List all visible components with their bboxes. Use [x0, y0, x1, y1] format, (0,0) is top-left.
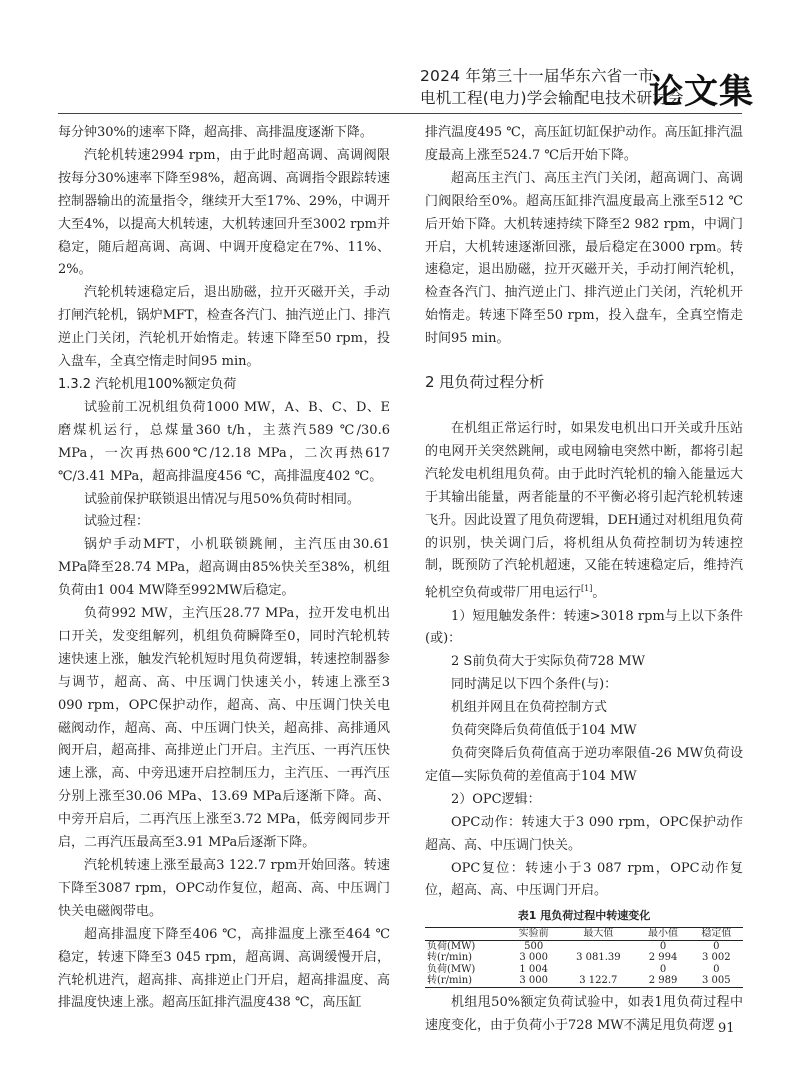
paragraph: 锅炉手动MFT，小机联锁跳闸，主汽压由30.61 MPa降至28.74 MPa，超高调由85%快关至38%，机组负荷由1 004 MW降至992MW后稳定。 — [58, 537, 390, 599]
table-cell: 3 000 — [519, 975, 548, 987]
table-cell: 3 005 — [702, 975, 731, 987]
table-cell — [560, 964, 636, 976]
table-header-cell: 最小值 — [648, 928, 679, 940]
paragraph: 汽轮机转速稳定后，退出励磁，拉开灭磁开关，手动打闸汽轮机，锅炉MFT，检查各汽门、抽汽逆止门、排汽逆止门关闭，汽轮机开始惰走。转速下降至50 rpm，投入盘车，全真空惰走时间95 min。 — [58, 285, 390, 370]
table-row — [425, 952, 743, 964]
paragraph: 每分钟30%的速率下降，超高排、高排温度逐渐下降。 — [58, 125, 373, 140]
table-cell: 转(r/min) — [427, 952, 473, 964]
table-cell: 0 — [713, 963, 720, 975]
paragraph: 试验前工况机组负荷1000 MW，A、B、C、D、E磨煤机运行，总煤量360 t/h，主蒸汽589 ℃/30.6 MPa，一次再热600℃/12.18 MPa，二次再热617 ℃/3.41 MPa，超高排温度456 ℃，高排温度402 ℃。 — [58, 399, 390, 484]
table-title: 表1 甩负荷过程中转速变化 — [517, 909, 651, 923]
table-header-row — [425, 928, 743, 941]
table-cell: 2 994 — [648, 952, 678, 964]
header-session-line: 电机工程(电力)学会输配电技术研讨会 — [420, 89, 684, 107]
table-row — [425, 940, 743, 952]
table-header-cell: 最大值 — [583, 928, 614, 940]
table-header-cell: 实验前 — [518, 928, 549, 940]
condition-item: 1）短甩触发条件：转速>3018 rpm与上以下条件(或)： — [425, 608, 743, 647]
paragraph: 汽轮机转速2994 rpm，由于此时超高调、高调阀限按每分30%速率下降至98%，超高调、高调指令跟踪转速控制器输出的流量指令，继续开大至17%、29%，中调开大至4%，以提高大机转速，大机转速回升至3002 rpm并稳定，随后超高调、高调、中调开度稳定在7%、11%、2%。 — [58, 147, 390, 278]
condition-item: OPC动作：转速大于3 090 rpm，OPC保护动作超高、高、中压调门快关。 — [425, 814, 743, 853]
condition-item: OPC复位：转速小于3 087 rpm，OPC动作复位，超高、高、中压调门开启。 — [425, 860, 743, 899]
table-row — [425, 964, 743, 976]
paragraph: 超高排温度下降至406 ℃，高排温度上涨至464 ℃稳定，转速下降至3 045 rpm，超高调、高调缓慢开启，汽轮机进汽，超高排、高排逆止门开启，超高排温度、高排温度快速上涨。超高压缸排汽温度438 ℃，高压缸 — [58, 926, 390, 1011]
condition-item: 负荷突降后负荷值高于逆功率限值-26 MW负荷设定值—实际负荷的差值高于104 MW — [425, 745, 743, 784]
paragraph: 试验前保护联锁退出情况与甩50%负荷时相同。 — [84, 491, 360, 507]
table-cell: 转(r/min) — [427, 975, 473, 987]
paragraph: 机组甩50%额定负荷试验中，如表1甩负荷过程中速度变化，由于负荷小于728 MW不满足甩负荷逻 — [425, 994, 743, 1033]
left-column — [58, 122, 390, 1015]
table-cell: 0 — [713, 940, 720, 952]
table-header-cell — [425, 928, 507, 941]
header-conference-line: 2024 年第三十一届华东六省一市 — [420, 67, 654, 85]
condition-item: 同时满足以下四个条件(与)： — [451, 677, 618, 693]
paragraph: 负荷992 MW，主汽压28.77 MPa，拉开发电机出口开关，发变组解列，机组负荷瞬降至0，同时汽轮机转速快速上涨，触发汽轮机短时甩负荷逻辑，转速控制器参与调节，超高、高、中压调门快速关小，转速上涨至3 090 rpm，OPC保护动作，超高、高、中压调门快关电磁阀动作，超高、高、中压调门快关，超高排、高排通风阀开启，超高排、高排逆止门开启。主汽压、一再汽压快速上涨，高、中旁迅速开启控制压力，主汽压、一再汽压分别上涨至30.06 MPa、13.69 MPa后逐渐下降。高、中旁开启后，二再汽压上涨至3.72 MPa，低旁阀同步开启，二再汽压最高至3.91 MPa后逐渐下降。 — [58, 606, 390, 851]
table-cell — [560, 940, 636, 952]
subsection-heading: 1.3.2 汽轮机甩100%额定负荷 — [58, 376, 237, 392]
table-cell: 0 — [659, 963, 667, 975]
table-cell: 3 122.7 — [579, 975, 618, 987]
condition-item: 机组并网且在负荷控制方式 — [451, 700, 608, 716]
table-cell: 2 989 — [648, 975, 678, 987]
right-column — [425, 122, 743, 1038]
paragraph: 试验过程： — [84, 514, 150, 530]
table-cell: 负荷(MW) — [427, 963, 476, 975]
table-header-cell: 稳定值 — [701, 928, 732, 940]
paragraph — [425, 418, 743, 606]
table-cell: 负荷(MW) — [427, 940, 476, 952]
table-cell: 1 004 — [519, 963, 548, 975]
table-cell: 0 — [659, 940, 667, 952]
condition-item: 负荷突降后负荷值低于104 MW — [451, 723, 637, 739]
citation: [1] — [581, 584, 593, 594]
header-rule — [58, 113, 742, 114]
running-header — [420, 62, 760, 112]
paragraph-text: 在机组正常运行时，如果发电机出口开关或升压站的电网开关突然跳闸，或电网输电突然中断，都将引起汽轮发电机组甩负荷。由于此时汽轮机的输入能量远大于其输出能量，两者能量的不平衡必将引起汽轮机转速飞升。因此设置了甩负荷逻辑，DEH通过对机组甩负荷的识别，快关调门后，将机组从负荷控制切为转速控制，既预防了汽轮机超速，又能在转速稳定后，维持汽轮机空负荷或带厂用电运行 — [425, 420, 743, 601]
section-heading: 2 甩负荷过程分析 — [425, 373, 545, 392]
condition-item: 2）OPC逻辑： — [451, 791, 541, 807]
paragraph-end: 。 — [592, 585, 606, 601]
paragraph: 超高压主汽门、高压主汽门关闭，超高调门、高调门阀限给至0%。超高压缸排汽温度最高上涨至512 ℃后开始下降。大机转速持续下降至2 982 rpm，中调门开启，大机转速逐渐回涨，最后稳定在3000 rpm。转速稳定，退出励磁，拉开灭磁开关，手动打闸汽轮机，检查各汽门、抽汽逆止门、排汽逆止门关闭，汽轮机开始惰走。转速下降至50 rpm，投入盘车，全真空惰走时间95 min。 — [425, 170, 743, 347]
table-row — [425, 975, 743, 987]
table-cell: 3 081.39 — [576, 952, 621, 964]
table-cell: 500 — [524, 940, 544, 952]
table-cell: 3 002 — [702, 952, 731, 964]
table-cell: 3 000 — [519, 952, 548, 964]
speed-table — [425, 927, 743, 988]
header-brand: 论文集 — [649, 72, 754, 112]
condition-item: 2 S前负荷大于实际负荷728 MW — [451, 654, 645, 670]
paragraph: 排汽温度495 ℃，高压缸切缸保护动作。高压缸排汽温度最高上涨至524.7 ℃后开始下降。 — [425, 125, 743, 163]
page-number: 91 — [718, 1021, 735, 1036]
paragraph: 汽轮机转速上涨至最高3 122.7 rpm开始回落。转速下降至3087 rpm，OPC动作复位，超高、高、中压调门快关电磁阀带电。 — [58, 858, 390, 919]
